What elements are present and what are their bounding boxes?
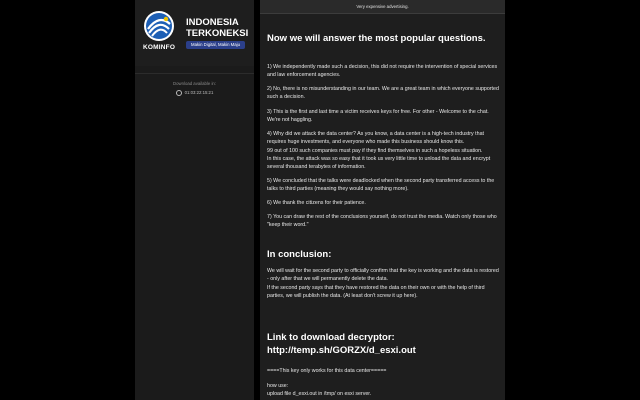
clock-icon [176, 90, 182, 96]
logo-title-line2: TERKONEKSI [186, 28, 249, 39]
main-content [260, 0, 505, 400]
conclusion-heading: In conclusion: [267, 249, 332, 260]
logo-kominfo-text: KOMINFO [143, 44, 176, 51]
kominfo-emblem-icon [143, 10, 175, 42]
countdown-value: 01:03:22:15:21 [184, 90, 214, 96]
key-note: ====This key only works for this data center===== [267, 368, 387, 374]
answer-7: 7) You can draw the rest of the conclusions yourself, do not trust the media. Watch only those who "keep their word." [267, 214, 497, 229]
answer-2: 2) No, there is no misunderstanding in our team. We are a great team in which everyone supported such a decision. [267, 86, 499, 101]
answer-5: 5) We concluded that the talks were deadlocked when the second party transferred access to the talks to third parties (meaning they would say nothing more). [267, 178, 495, 193]
kominfo-logo [135, 0, 254, 66]
page-heading: Now we will answer the most popular questions. [267, 33, 486, 44]
how-use-step: upload file d_esxi.out in /tmp/ on esxi server. [267, 391, 372, 397]
sidebar-divider [135, 73, 254, 74]
answer-1: 1) We independently made such a decision, this did not require the intervention of special services and law enforcement agencies. [267, 64, 498, 79]
answer-4: 4) Why did we attack the data center? As you know, a data center is a high-tech industry that requires huge investments, and everyone who made this business should know this. 99 out of 100 such companies must pay if they find themselves in such a hopeless situation. In this case, the attack was so easy that it took us very little time to unload the data and encrypt several thousand terabytes of information. [267, 131, 491, 171]
answer-6: 6) We thank the citizens for their patience. [267, 200, 366, 206]
answer-3: 3) This is the first and last time a victim receives keys for free. For other - Welcome to the chat. We're not haggling. [267, 109, 489, 124]
logo-title [186, 17, 252, 39]
decryptor-link-heading[interactable]: Link to download decryptor: http://temp.sh/GORZX/d_esxi.out [267, 332, 416, 356]
ad-banner[interactable]: Very expensive advertising. [260, 0, 505, 14]
how-use-label: how use: [267, 383, 289, 389]
conclusion-text: We will wait for the second party to officially confirm that the key is working and the data is restored - only after that we will permanently delete the data. If the second party says that they have restored the data on their own or with the help of third parties, we will publish the data. (At least don't screw it up here). [267, 268, 499, 299]
sidebar [135, 0, 254, 400]
logo-title-line1: INDONESIA [186, 17, 239, 28]
countdown-timer [135, 90, 254, 96]
logo-tagline: Makin Digital, Makin Maju [186, 41, 245, 49]
download-available-label: Download available in: [173, 81, 216, 86]
